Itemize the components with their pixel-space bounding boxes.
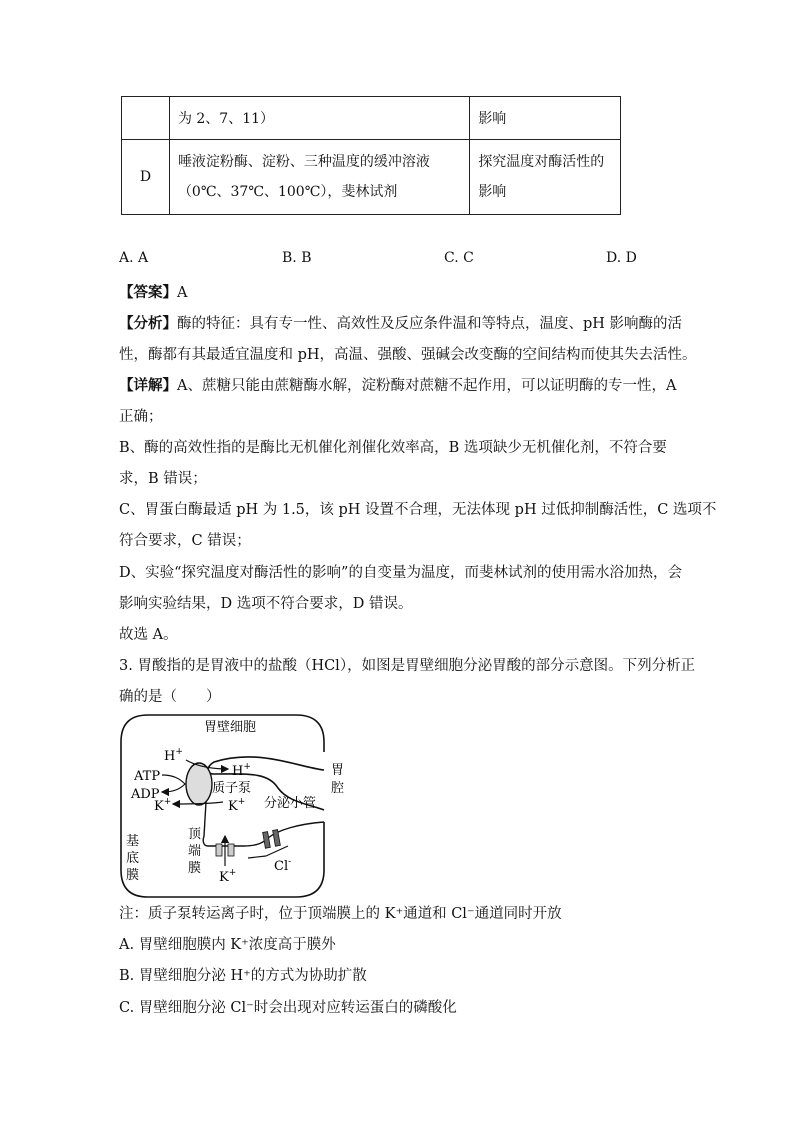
atp-label: ATP (134, 769, 161, 784)
apical-membrane-label: 端 (188, 844, 202, 859)
k-channel-label (219, 868, 236, 885)
basal-membrane-label: 底 (126, 851, 140, 866)
analysis-text: 酶的特征：具有专一性、高效性及反应条件温和等特点，温度、pH 影响酶的活 (177, 316, 683, 332)
ion-symbol: H (232, 764, 244, 779)
question-3-line-1: 3. 胃酸指的是胃液中的盐酸（HCl），如图是胃壁细胞分泌胃酸的部分示意图。下列分析正 (119, 658, 696, 674)
table-cell: 为 2、7、11） (169, 97, 469, 140)
basal-membrane-label: 基 (126, 834, 140, 849)
option-b: B. 胃壁细胞分泌 H⁺的方式为协助扩散 (119, 968, 367, 984)
ion-charge: + (243, 762, 251, 772)
answer-line (119, 283, 187, 303)
proton-pump-label: 质子泵 (212, 781, 252, 796)
atp-adp-arrow (162, 775, 185, 792)
k-inside-label (154, 797, 171, 814)
analysis-label: 【分析】 (119, 315, 177, 332)
ion-charge: + (237, 797, 246, 807)
detail-line: B、酶的高效性指的是酶比无机催化剂催化效率高，B 选项缺少无机催化剂，不符合要 (119, 440, 667, 456)
cell-line: 唾液淀粉酶、淀粉、三种温度的缓冲溶液 (177, 154, 430, 170)
diagram-note: 注：质子泵转运离子时，位于顶端膜上的 K⁺通道和 Cl⁻通道同时开放 (119, 906, 562, 922)
k-channel (228, 844, 234, 856)
analysis-line-2: 性，酶都有其最适宜温度和 pH，高温、强酸、强碱会改变酶的空间结构而使其失去活性。 (119, 347, 697, 363)
ion-symbol: Cl (274, 859, 289, 874)
basal-membrane-label: 膜 (126, 868, 140, 883)
table-cell (122, 97, 170, 140)
cl-label (274, 857, 291, 874)
apical-membrane-label: 膜 (188, 861, 202, 876)
parietal-cell-diagram (118, 712, 352, 900)
detail-line: 影响实验结果，D 选项不符合要求，D 错误。 (119, 596, 413, 612)
table-cell (169, 140, 469, 215)
detail-line: 故选 A。 (119, 627, 178, 643)
canaliculus-label: 分泌小管 (264, 796, 317, 811)
lumen-label: 胃 (331, 763, 345, 778)
answer-label: 【答案】 (119, 284, 177, 301)
adp-label: ADP (131, 787, 160, 802)
ion-charge: + (175, 747, 183, 757)
cell-line: （0℃、37℃、100℃），斐林试剂 (177, 184, 398, 200)
cl-channel (263, 832, 271, 849)
k-outside-label (228, 797, 245, 814)
detail-line: 正确； (119, 409, 163, 425)
detail-label: 【详解】 (119, 377, 177, 394)
option-c: C. 胃壁细胞分泌 Cl⁻时会出现对应转运蛋白的磷酸化 (119, 1000, 457, 1016)
answer-value: A (177, 285, 188, 301)
option-c: C. C (444, 250, 474, 266)
option-b: B. B (282, 250, 312, 266)
detail-line: C、胃蛋白酶最适 pH 为 1.5，该 pH 设置不合理，无法体现 pH 过低抑制酶活性，C 选项不 (119, 502, 717, 518)
detail-text: A、蔗糖只能由蔗糖酶水解，淀粉酶对蔗糖不起作用，可以证明酶的专一性，A (177, 378, 677, 394)
ion-charge: + (228, 868, 237, 878)
detail-line: D、实验“探究温度对酶活性的影响”的自变量为温度，而斐林试剂的使用需水浴加热，会 (119, 565, 682, 581)
apical-membrane-label: 顶 (188, 827, 202, 842)
option-d: D. D (606, 250, 637, 266)
ion-symbol: K (228, 799, 238, 814)
analysis-line-1 (119, 314, 682, 334)
h-inside-label (164, 747, 183, 764)
ion-charge: - (288, 857, 292, 867)
cell-title: 胃壁细胞 (204, 720, 257, 735)
option-a: A. 胃壁细胞膜内 K⁺浓度高于膜外 (119, 937, 336, 953)
table-row (122, 97, 621, 140)
experiment-table (121, 96, 621, 215)
proton-pump (186, 763, 212, 805)
cell-line: 影响 (478, 184, 507, 200)
table-cell (470, 140, 621, 215)
ion-symbol: K (154, 799, 164, 814)
option-a: A. A (119, 250, 149, 266)
k-channel (216, 844, 222, 856)
question-3-line-2: 确的是（ ） (119, 689, 221, 705)
table-cell: D (122, 140, 170, 215)
h-outside-label (232, 762, 251, 779)
ion-charge: + (163, 797, 172, 807)
table-row (122, 140, 621, 215)
detail-line-1 (119, 376, 676, 396)
detail-line: 求，B 错误； (119, 471, 207, 487)
cell-line: 探究温度对酶活性的 (478, 154, 605, 170)
ion-symbol: K (219, 870, 229, 885)
lumen-label: 腔 (331, 781, 345, 796)
detail-line: 符合要求，C 错误； (119, 533, 251, 549)
table-cell: 影响 (470, 97, 621, 140)
ion-symbol: H (164, 749, 176, 764)
